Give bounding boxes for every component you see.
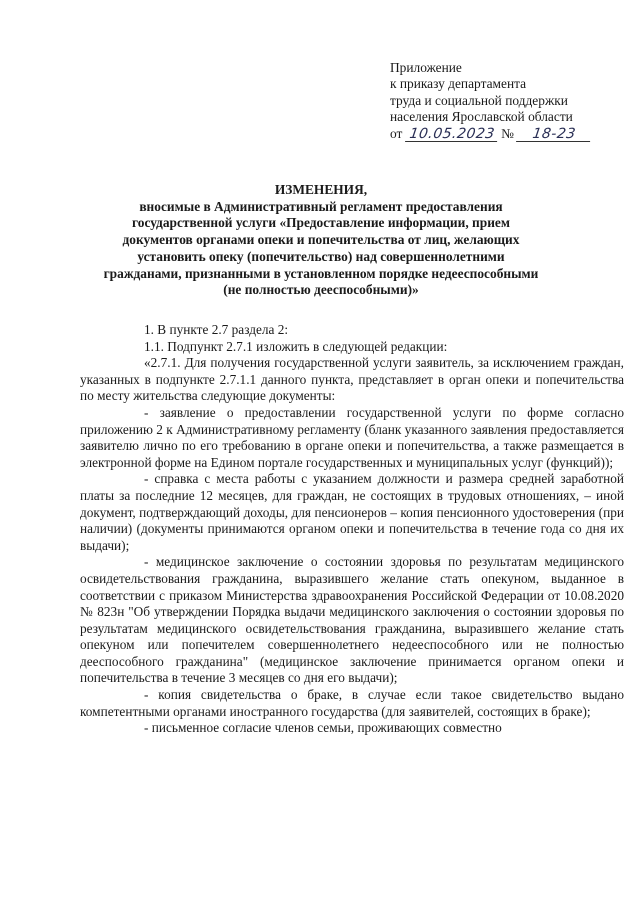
title-line-6: (не полностью дееспособными)» (223, 282, 419, 298)
paragraph-7: - копия свидетельства о браке, в случае если такое свидетельство выдано компетентными органами иностранного государства (для заявителей, состоящих в браке); (80, 687, 624, 719)
number-sign: № (501, 125, 514, 141)
appendix-department: труда и социальной поддержки (390, 92, 568, 108)
title-main: ИЗМЕНЕНИЯ, (274, 182, 368, 197)
document-body (80, 322, 624, 737)
paragraph-1: 1. В пункте 2.7 раздела 2: (144, 322, 289, 337)
appendix-date-number (390, 126, 630, 142)
paragraph-5: - справка с места работы с указанием должности и размера средней заработной платы за последние 12 месяцев, для граждан, не состоящих в трудовых отношениях, – иной документ, подтверждающий доходы, для пенсионеров – копия пенсионного удостоверения (при наличии) (документы принимаются органом опеки и попечительства в течение года со дня их выдачи); (80, 471, 624, 553)
appendix-order-ref: к приказу департамента (390, 76, 527, 92)
title-line-5: гражданами, признанными в установленном порядке недееспособными (103, 265, 539, 281)
paragraph-3: «2.7.1. Для получения государственной услуги заявитель, за исключением граждан, указанных в подпункте 2.7.1.1 данного пункта, представляет в орган опеки и попечительства по месту жительства следующие документы: (80, 355, 624, 404)
title-line-1: вносимые в Административный регламент предоставления (139, 198, 503, 214)
title-line-3: документов органами опеки и попечительства от лиц, желающих (122, 232, 520, 248)
title-line-4: установить опеку (попечительство) над совершеннолетними (137, 248, 505, 264)
title-line-2: государственной услуги «Предоставление информации, прием (132, 215, 510, 231)
handwritten-number: 18-23 (516, 128, 592, 142)
paragraph-8: - письменное согласие членов семьи, проживающих совместно (144, 720, 502, 736)
appendix-region: населения Ярославской области (390, 109, 573, 125)
document-title (100, 182, 542, 299)
handwritten-date: 10.05.2023 (405, 128, 499, 142)
appendix-header (390, 60, 630, 142)
paragraph-6: - медицинское заключение о состоянии здоровья по результатам медицинского освидетельствования гражданина, выразившего желание стать опекуном, выданное в соответствии с приказом Министерства здравоохранения Российской Федерации от 10.08.2020 № 823н "Об утверждении Порядка выдачи медицинского заключения о состоянии здоровья по результатам медицинского освидетельствования гражданина, выразившего желание стать опекуном или попечителем совершеннолетнего недееспособного или не полностью дееспособного гражданина" (медицинское заключение принимается органом опеки и попечительства в течение 3 месяцев со дня его выдачи); (80, 554, 624, 686)
appendix-label: Приложение (390, 60, 462, 75)
from-label: от (390, 125, 403, 141)
paragraph-4: - заявление о предоставлении государственной услуги по форме согласно приложению 2 к Административному регламенту (бланк указанного заявления предоставляется заявителю лично по его требованию в органе опеки и попечительства, а также размещается в электронной форме на Едином портале государственных и муниципальных услуг (функций)); (80, 404, 624, 470)
paragraph-2: 1.1. Подпункт 2.7.1 изложить в следующей редакции: (144, 338, 448, 354)
